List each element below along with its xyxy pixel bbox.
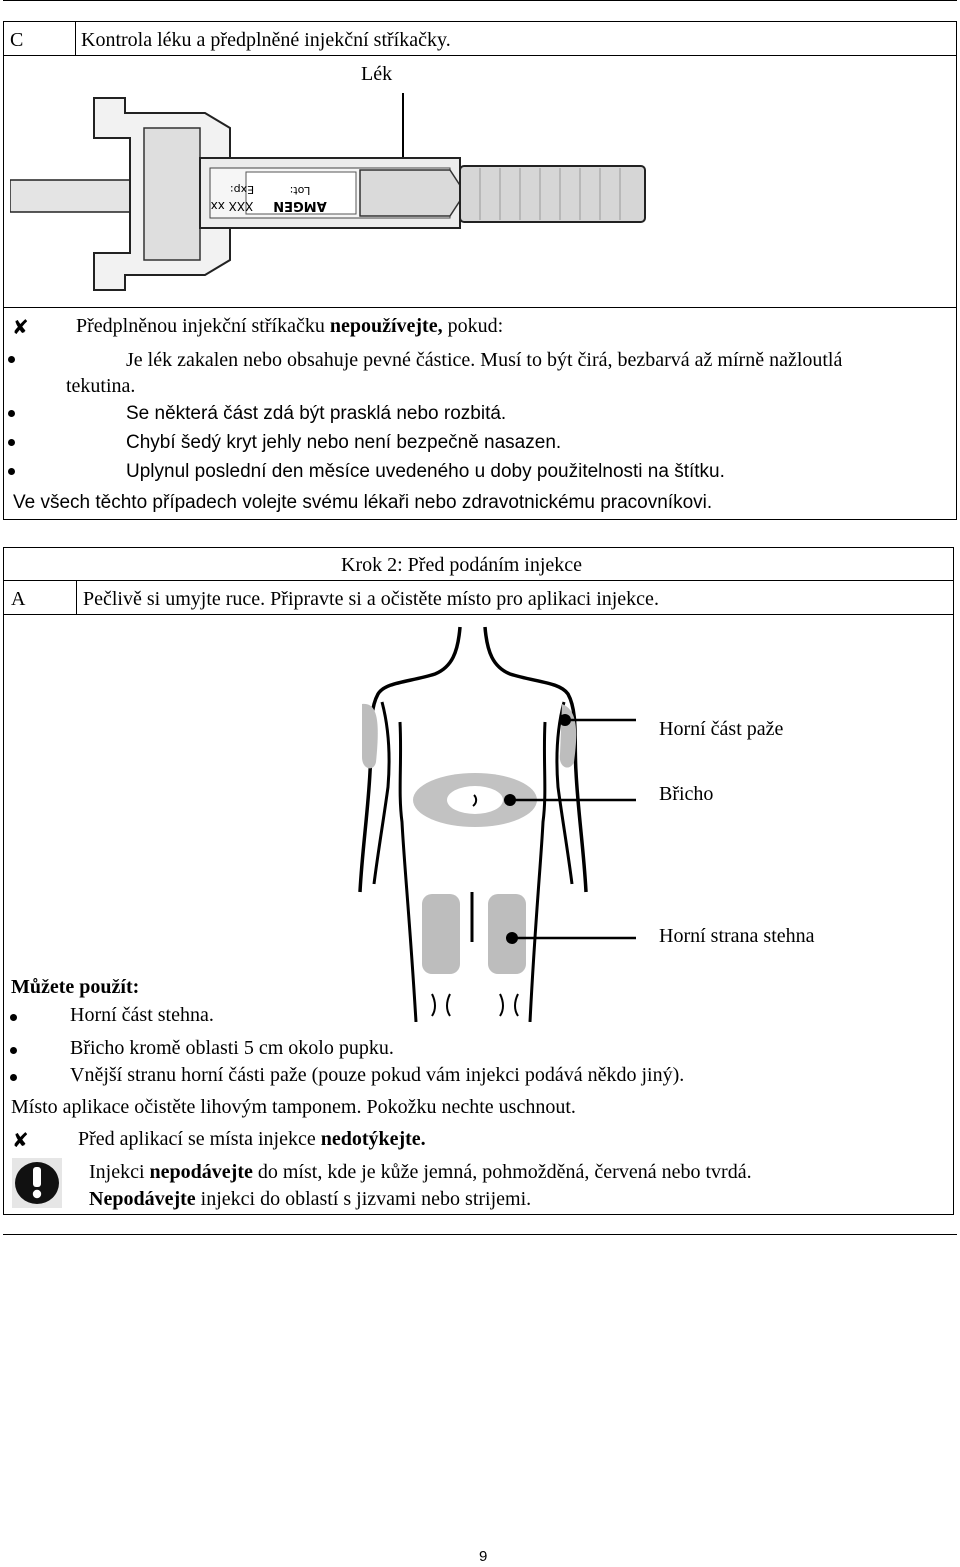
bullet-dot	[8, 410, 15, 417]
bullet-dot	[10, 1047, 17, 1054]
can-use-item: Horní část stehna.	[70, 1004, 214, 1026]
can-use-heading: Můžete použít:	[11, 976, 140, 998]
bullet-item: Chybí šedý kryt jehly nebo není bezpečně nasazen.	[126, 432, 562, 453]
bullet-item: Se některá část zdá být prasklá nebo rozbitá.	[126, 403, 507, 424]
cross-icon: ✘	[12, 1128, 29, 1152]
step-letter-c: C	[10, 29, 24, 51]
syringe-brand-label: AMGEN	[273, 198, 327, 213]
bullet-dot	[10, 1074, 17, 1081]
body-injection-sites-illustration	[340, 622, 860, 1022]
can-use-item: Břicho kromě oblasti 5 cm okolo pupku.	[70, 1037, 394, 1059]
warning-intro: Předplněnou injekční stříkačku nepoužívejte, pokud:	[76, 315, 504, 337]
no-touch-warning: Před aplikací se místa injekce nedotýkejte.	[78, 1128, 426, 1150]
bottom-rule	[3, 1234, 957, 1235]
page-number: 9	[479, 1548, 488, 1565]
bullet-item: Uplynul poslední den měsíce uvedeného u doby použitelnosti na štítku.	[126, 461, 725, 482]
caution-line-1: Injekci nepodávejte do míst, kde je kůže jemná, pohmožděná, červená nebo tvrdá.	[89, 1161, 752, 1183]
section-c-closing: Ve všech těchto případech volejte svému lékaři nebo zdravotnickému pracovníkovi.	[13, 492, 713, 513]
syringe-lot-label: Lot:	[289, 184, 311, 197]
step2-instruction: Pečlivě si umyjte ruce. Připravte si a očistěte místo pro aplikaci injekce.	[83, 588, 659, 610]
bullet-dot	[8, 439, 15, 446]
syringe-code-label: XXX xx	[210, 199, 254, 213]
cleanse-instruction: Místo aplikace očistěte lihovým tamponem. Pokožku nechte uschnout.	[11, 1096, 576, 1118]
cross-icon: ✘	[12, 315, 29, 339]
syringe-exp-label: Exp:	[229, 183, 255, 196]
exclamation-warning-icon	[12, 1158, 62, 1208]
can-use-item: Vnější stranu horní části paže (pouze pokud vám injekci podává někdo jiný).	[70, 1064, 685, 1086]
top-rule	[3, 0, 957, 1]
bullet-dot	[8, 468, 15, 475]
step-letter-a: A	[11, 588, 26, 610]
figure-label-medicine: Lék	[361, 63, 393, 85]
bullet-dot	[8, 356, 15, 363]
caution-line-2: Nepodávejte injekci do oblastí s jizvami nebo strijemi.	[89, 1188, 532, 1210]
label-belly: Břicho	[659, 783, 714, 805]
bullet-dot	[10, 1014, 17, 1021]
section-c-title: Kontrola léku a předplněné injekční stříkačky.	[81, 29, 451, 51]
bullet-item: Je lék zakalen nebo obsahuje pevné částice. Musí to být čirá, bezbarvá až mírně nažloutlá	[126, 349, 843, 371]
step2-heading: Krok 2: Před podáním injekce	[341, 554, 583, 576]
bullet-item-continuation: tekutina.	[66, 375, 136, 397]
syringe-illustration	[10, 88, 650, 300]
label-thigh: Horní strana stehna	[659, 925, 815, 947]
label-upper-arm: Horní část paže	[659, 718, 784, 740]
